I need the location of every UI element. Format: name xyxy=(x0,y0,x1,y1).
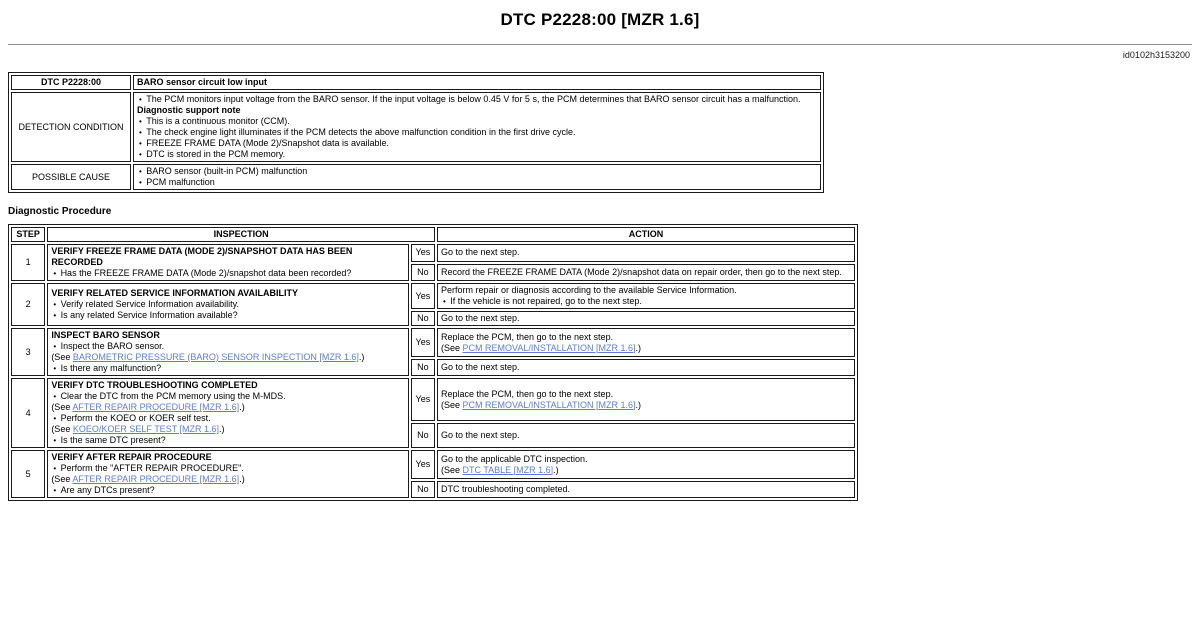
yes-cell: Yes xyxy=(411,378,435,421)
bullet-line: • This is a continuous monitor (CCM). xyxy=(137,116,817,127)
no-cell: No xyxy=(411,423,435,448)
dtc-description-cell: BARO sensor circuit low input xyxy=(133,75,821,90)
no-cell: No xyxy=(411,264,435,282)
see-link[interactable]: BAROMETRIC PRESSURE (BARO) SENSOR INSPECTION [MZR 1.6] xyxy=(72,352,359,362)
no-action-cell xyxy=(437,359,855,376)
procedure-heading: Diagnostic Procedure xyxy=(8,206,112,217)
bullet-line: • Has the FREEZE FRAME DATA (Mode 2)/snapshot data been recorded? xyxy=(51,268,404,279)
header-action: ACTION xyxy=(437,227,855,242)
no-action-cell xyxy=(437,423,855,448)
plain-line: Go to the next step. xyxy=(440,313,520,323)
step-number-cell: 1 xyxy=(11,244,45,281)
yes-cell: Yes xyxy=(411,328,435,357)
plain-line: DTC troubleshooting completed. xyxy=(440,484,571,495)
yes-action-cell xyxy=(437,450,855,479)
title-line: INSPECT BARO SENSOR xyxy=(51,330,160,340)
possible-cause-label: POSSIBLE CAUSE xyxy=(11,164,131,190)
step-number-cell: 4 xyxy=(11,378,45,448)
step-number-cell: 3 xyxy=(11,328,45,376)
step-row xyxy=(11,283,855,309)
bullet-line: • Verify related Service Information availability. xyxy=(51,299,404,310)
divider xyxy=(8,44,1192,45)
detection-condition-label: DETECTION CONDITION xyxy=(11,92,131,162)
see-line: (See KOEO/KOER SELF TEST [MZR 1.6].) xyxy=(51,424,225,434)
title-line: VERIFY DTC TROUBLESHOOTING COMPLETED xyxy=(51,380,258,390)
step-row xyxy=(11,244,855,262)
bullet-line: • PCM malfunction xyxy=(137,177,817,188)
plain-line: Replace the PCM, then go to the next step. xyxy=(440,388,614,399)
yes-cell: Yes xyxy=(411,244,435,262)
see-line: (See PCM REMOVAL/INSTALLATION [MZR 1.6].) xyxy=(440,342,642,353)
inspection-cell xyxy=(47,244,408,281)
header-inspection: INSPECTION xyxy=(47,227,435,242)
yes-action-cell xyxy=(437,378,855,421)
see-link[interactable]: PCM REMOVAL/INSTALLATION [MZR 1.6] xyxy=(462,399,636,410)
bullet-line: • Is the same DTC present? xyxy=(51,435,404,446)
title-line: VERIFY FREEZE FRAME DATA (MODE 2)/SNAPSHOT DATA HAS BEEN RECORDED xyxy=(51,246,353,267)
see-line: (See DTC TABLE [MZR 1.6].) xyxy=(440,464,559,475)
see-line: (See BAROMETRIC PRESSURE (BARO) SENSOR INSPECTION [MZR 1.6].) xyxy=(51,352,365,362)
document-page xyxy=(0,10,1200,640)
see-link[interactable]: AFTER REPAIR PROCEDURE [MZR 1.6] xyxy=(72,402,240,412)
inspection-cell xyxy=(47,378,408,448)
bullet-line: • DTC is stored in the PCM memory. xyxy=(137,149,817,160)
detection-condition-content xyxy=(133,92,821,162)
step-row xyxy=(11,378,855,421)
no-action-cell xyxy=(437,311,855,326)
see-link[interactable]: AFTER REPAIR PROCEDURE [MZR 1.6] xyxy=(72,474,240,484)
bullet-line: • Is there any malfunction? xyxy=(51,363,404,374)
see-line: (See AFTER REPAIR PROCEDURE [MZR 1.6].) xyxy=(51,474,245,484)
bullet-line: • The PCM monitors input voltage from the BARO sensor. If the input voltage is below 0.45 V for 5 s, the PCM determines that BARO sensor circuit has a malfunction. xyxy=(137,94,817,105)
bullet-line: • Is any related Service Information available? xyxy=(51,310,404,321)
doc-id: id0102h3153200 xyxy=(1122,50,1190,60)
inspection-cell xyxy=(47,283,408,326)
no-cell: No xyxy=(411,311,435,326)
inspection-cell xyxy=(47,328,408,376)
plain-line: Go to the next step. xyxy=(440,247,520,258)
plain-line: Go to the next step. xyxy=(440,430,520,441)
procedure-header-row xyxy=(11,227,855,242)
plain-line: Record the FREEZE FRAME DATA (Mode 2)/snapshot data on repair order, then go to the next step. xyxy=(440,266,842,277)
see-link[interactable]: KOEO/KOER SELF TEST [MZR 1.6] xyxy=(72,424,220,434)
bullet-line: • BARO sensor (built-in PCM) malfunction xyxy=(137,166,817,177)
bullet-line: • If the vehicle is not repaired, go to the next step. xyxy=(441,296,851,307)
see-line: (See AFTER REPAIR PROCEDURE [MZR 1.6].) xyxy=(51,402,245,412)
step-row xyxy=(11,450,855,479)
diagnostic-procedure-table xyxy=(8,224,858,501)
possible-cause-content xyxy=(133,164,821,190)
step-number-cell: 5 xyxy=(11,450,45,498)
page-title: DTC P2228:00 [MZR 1.6] xyxy=(500,10,700,29)
yes-cell: Yes xyxy=(411,450,435,479)
bullet-line: • FREEZE FRAME DATA (Mode 2)/Snapshot data is available. xyxy=(137,138,817,149)
header-step: STEP xyxy=(11,227,45,242)
inspection-cell xyxy=(47,450,408,498)
bullet-line: • Are any DTCs present? xyxy=(51,485,404,496)
plain-line: Replace the PCM, then go to the next step. xyxy=(440,331,614,342)
step-number-cell: 2 xyxy=(11,283,45,326)
see-link[interactable]: PCM REMOVAL/INSTALLATION [MZR 1.6] xyxy=(462,342,636,353)
plain-line: Go to the next step. xyxy=(440,362,520,373)
bullet-line: • Perform the "AFTER REPAIR PROCEDURE". xyxy=(51,463,404,474)
plain-line: Perform repair or diagnosis according to the available Service Information. xyxy=(440,285,737,295)
plain-line: Go to the applicable DTC inspection. xyxy=(440,453,588,464)
yes-action-cell xyxy=(437,328,855,357)
bullet-line: • Perform the KOEO or KOER self test. xyxy=(51,413,404,424)
bullet-line: • Clear the DTC from the PCM memory using the M-MDS. xyxy=(51,391,404,402)
title-line: VERIFY RELATED SERVICE INFORMATION AVAILABILITY xyxy=(51,288,298,298)
yes-action-cell xyxy=(437,244,855,262)
bullet-line: • Inspect the BARO sensor. xyxy=(51,341,404,352)
subtitle-line: Diagnostic support note xyxy=(137,105,241,115)
no-cell: No xyxy=(411,359,435,376)
dtc-summary-table xyxy=(8,72,824,193)
see-link[interactable]: DTC TABLE [MZR 1.6] xyxy=(462,464,554,475)
procedure-body xyxy=(11,244,855,498)
yes-cell: Yes xyxy=(411,283,435,309)
yes-action-cell xyxy=(437,283,855,309)
step-row xyxy=(11,328,855,357)
see-line: (See PCM REMOVAL/INSTALLATION [MZR 1.6].) xyxy=(440,399,642,410)
no-action-cell xyxy=(437,264,855,282)
no-cell: No xyxy=(411,481,435,498)
title-line: VERIFY AFTER REPAIR PROCEDURE xyxy=(51,452,212,462)
bullet-line: • The check engine light illuminates if the PCM detects the above malfunction condition in the first drive cycle. xyxy=(137,127,817,138)
dtc-code-cell: DTC P2228:00 xyxy=(11,75,131,90)
no-action-cell xyxy=(437,481,855,498)
